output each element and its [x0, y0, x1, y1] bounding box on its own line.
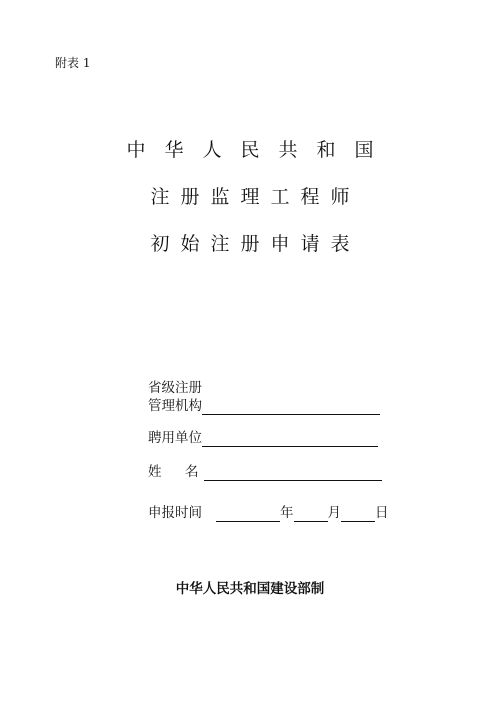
employer-label: 聘用单位 — [148, 430, 202, 446]
name-label-char-2: 名 — [185, 464, 199, 480]
date-label: 申报时间 — [148, 505, 202, 521]
title-profession: 注册监理工程师 — [150, 186, 361, 208]
day-unit: 日 — [375, 505, 389, 521]
province-authority-label-line1 — [148, 380, 202, 397]
month-field[interactable] — [294, 505, 328, 522]
attachment-label: 附表 1 — [55, 56, 91, 70]
province-authority-field[interactable] — [202, 398, 380, 415]
title-form-name: 初始注册申请表 — [150, 233, 361, 255]
name-label-char-1: 姓 — [148, 464, 162, 480]
province-authority-row — [148, 398, 380, 415]
name-row — [148, 464, 382, 481]
year-field[interactable] — [216, 505, 280, 522]
province-authority-label-1: 省级注册 — [148, 380, 202, 396]
date-row — [148, 505, 389, 522]
name-field[interactable] — [204, 464, 382, 481]
year-unit: 年 — [280, 505, 294, 521]
name-label — [148, 464, 204, 481]
province-authority-label-2: 管理机构 — [148, 398, 202, 414]
title-country: 中华人民共和国 — [126, 139, 393, 161]
issuer-footer: 中华人民共和国建设部制 — [175, 581, 325, 597]
employer-row — [148, 430, 378, 447]
month-unit: 月 — [327, 505, 341, 521]
employer-field[interactable] — [202, 430, 378, 447]
day-field[interactable] — [341, 505, 375, 522]
